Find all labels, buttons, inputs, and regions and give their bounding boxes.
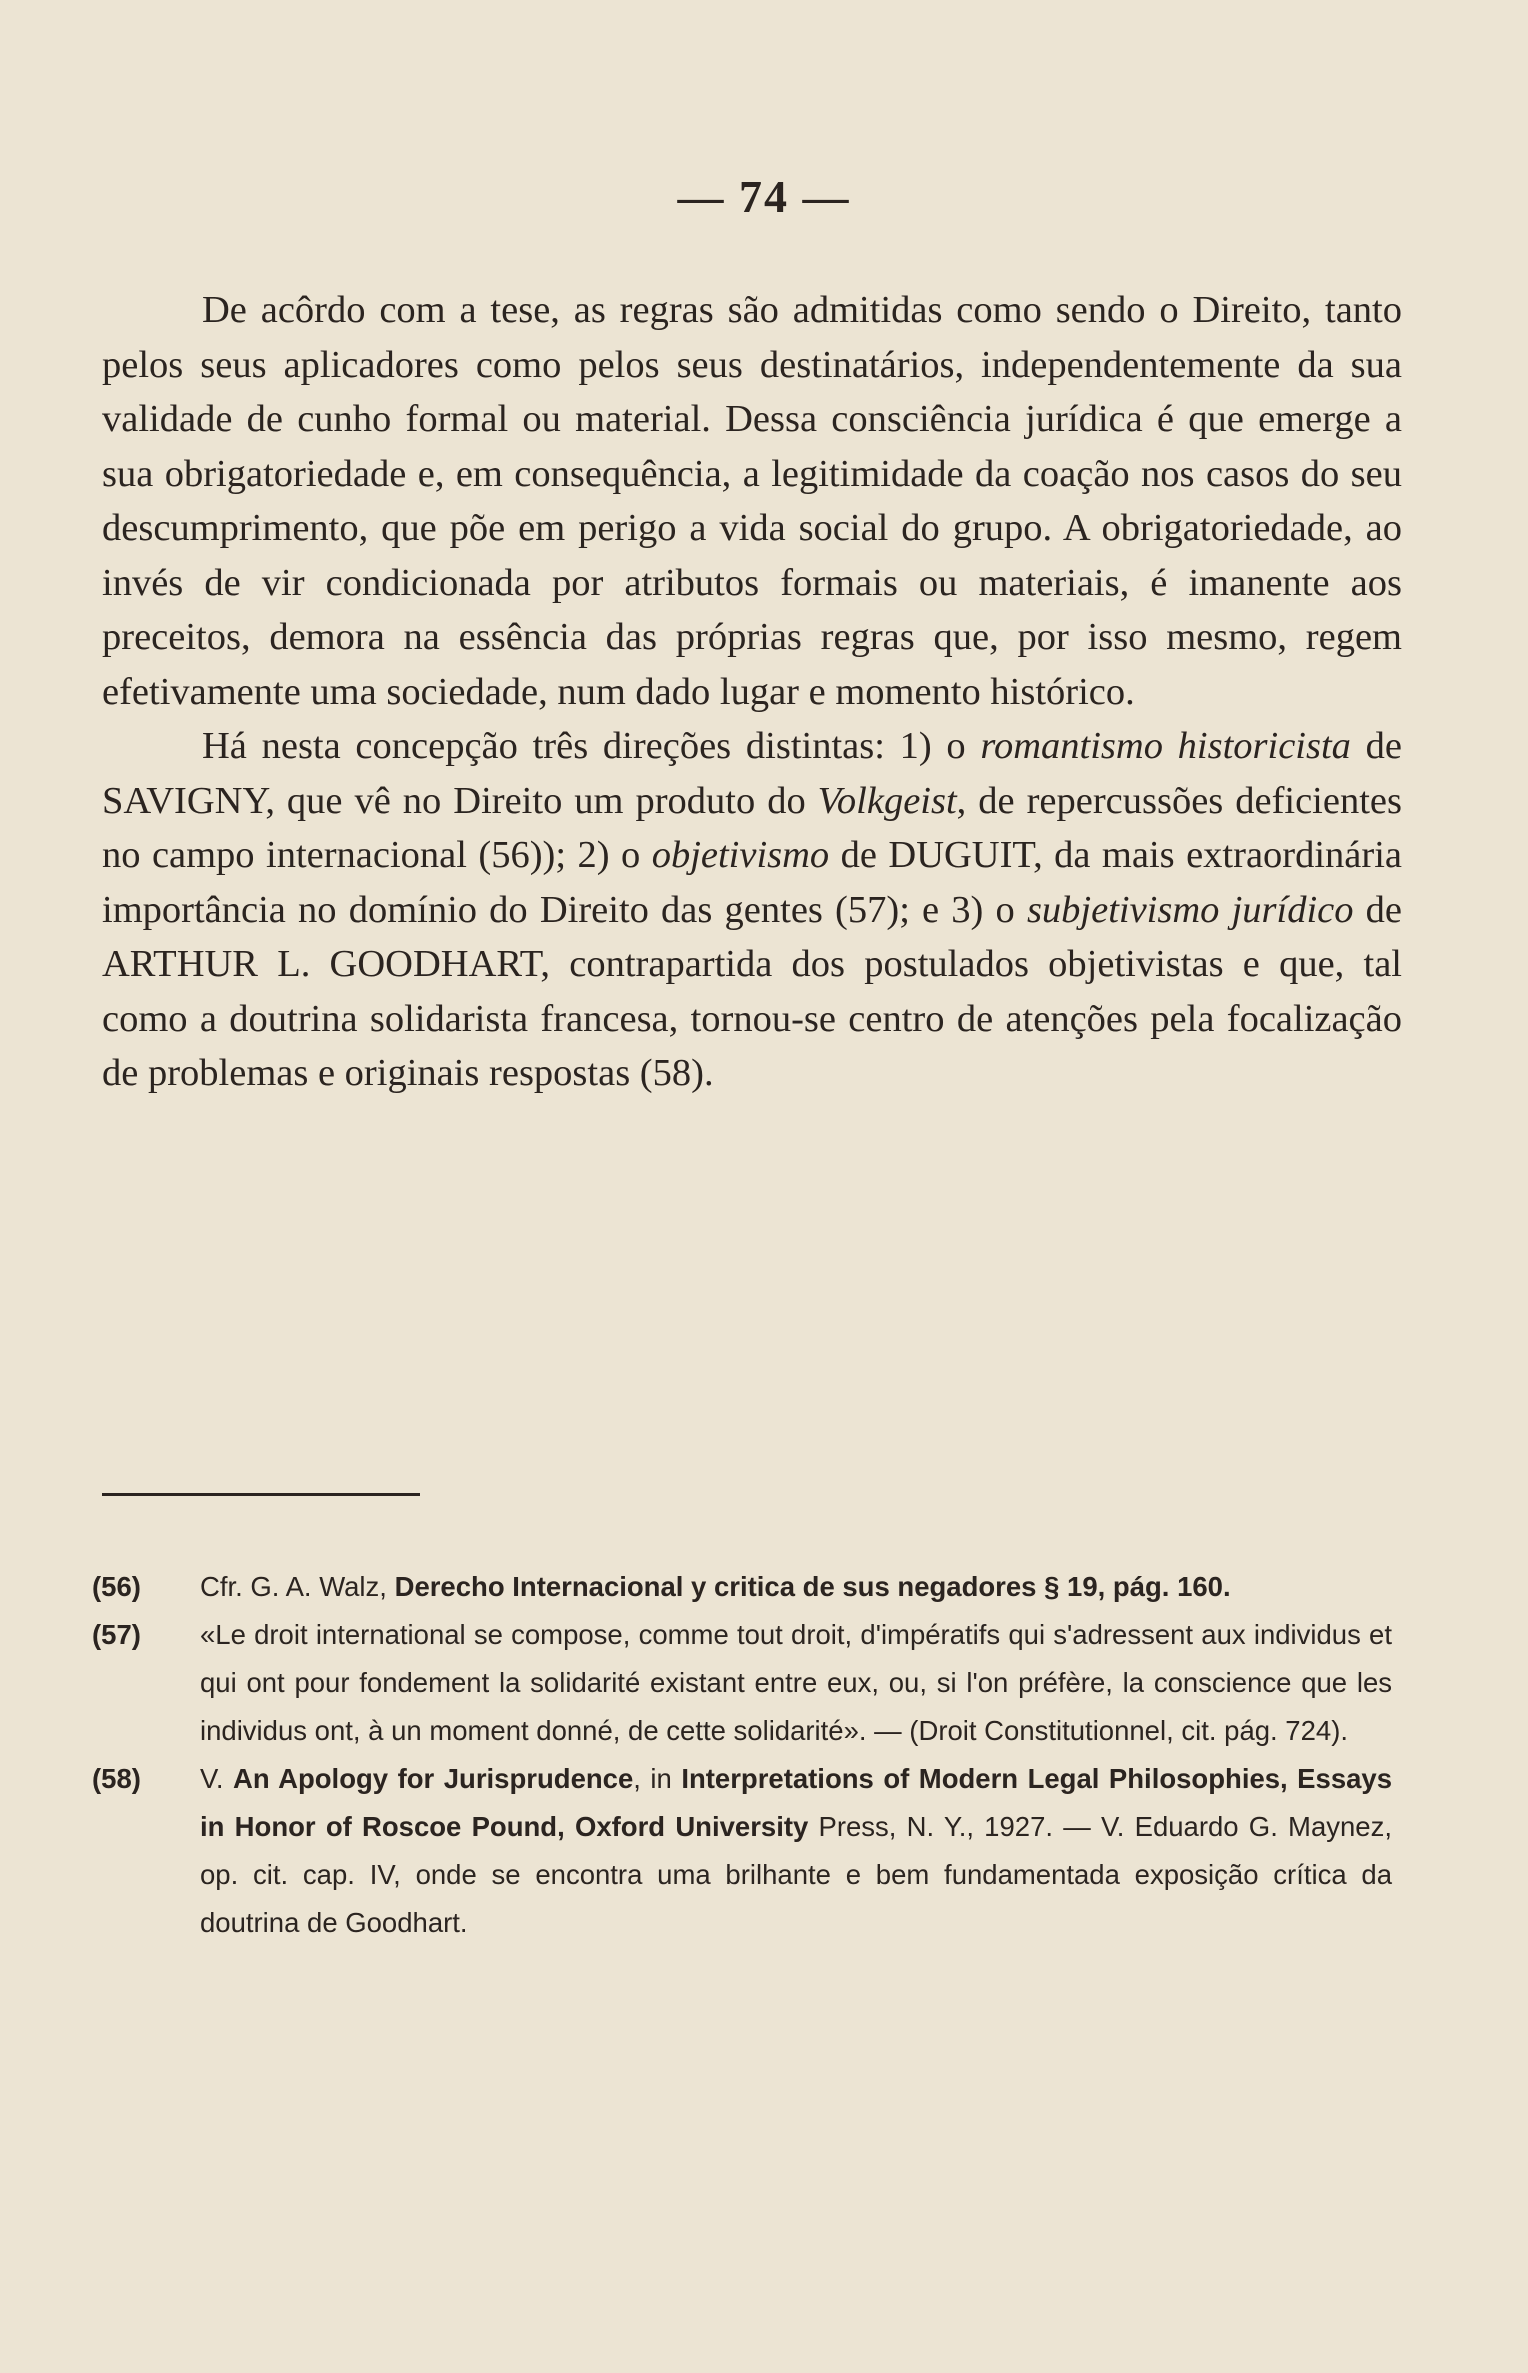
paragraph-2-text-4: de DUGUIT, da mais extraordinária importância no domínio do Direito das gentes (57); e 3) o xyxy=(102,834,1402,931)
footnote-56 xyxy=(92,1563,1392,1611)
italic-romantismo-historicista: romantismo historicista xyxy=(980,725,1351,767)
italic-subjetivismo-juridico: subjetivismo jurídico xyxy=(1026,888,1354,931)
footnotes xyxy=(92,1563,1392,1947)
footnote-58-bold-title-2: Interpretations of Modern Legal Philosophies, Essays in Honor of Roscoe Pound, Oxford University xyxy=(200,1763,1393,1842)
footnote-divider xyxy=(102,1493,420,1496)
paragraph-2 xyxy=(102,719,1402,1101)
italic-objetivismo: objetivismo xyxy=(651,834,830,876)
footnote-58-text-1: V. xyxy=(200,1763,233,1794)
paragraph-1: De acôrdo com a tese, as regras são admitidas como sendo o Direito, tanto pelos seus aplicadores como pelos seus destinatários, independentemente da sua validade de cunho formal ou material. Dessa consciência jurídica é que emerge a sua obrigatoriedade e, em consequência, a legitimidade da coação nos casos do seu descumprimento, que põe em perigo a vida social do grupo. A obrigatoriedade, ao invés de vir condicionada por atributos formais ou materiais, é imanente aos preceitos, demora na essência das próprias regras que, por isso mesmo, regem efetivamente uma sociedade, num dado lugar e momento histórico. xyxy=(102,289,1402,713)
body-text xyxy=(102,283,1402,1101)
footnote-58-text-3: Press, N. Y., 1927. — V. Eduardo G. Maynez, op. cit. cap. IV, onde se encontra uma brilhante e bem fundamentada exposição crítica da doutrina de Goodhart. xyxy=(200,1811,1392,1938)
footnote-text: «Le droit international se compose, comme tout droit, d'impératifs qui s'adressent aux individus et qui ont pour fondement la solidarité existant entre eux, ou, si l'on préfère, la conscience que les individus ont, à un moment donné, de cette solidarité». — (Droit Constitutionnel, cit. pág. 724). xyxy=(200,1619,1392,1746)
footnote-58 xyxy=(92,1755,1392,1947)
footnote-marker: (58) xyxy=(92,1763,141,1794)
paragraph-2-text-1: Há nesta concepção três direções distintas: 1) o xyxy=(202,725,981,767)
footnote-text xyxy=(200,1755,1392,1947)
footnote-marker: (57) xyxy=(92,1619,141,1650)
footnote-56-text-1: Cfr. G. A. Walz, xyxy=(200,1571,395,1602)
paragraph-2-text-5: de ARTHUR L. GOODHART, contrapartida dos postulados objetivistas e que, tal como a doutrina solidarista francesa, tornou-se centro de atenções pela focalização de problemas e originais respostas (58). xyxy=(102,888,1402,1094)
paragraph-2-text-3: , de repercussões deficientes no campo internacional (56)); 2) o xyxy=(102,779,1402,876)
footnote-57 xyxy=(92,1611,1392,1755)
italic-volkgeist: Volkgeist xyxy=(817,779,957,822)
footnote-58-bold-title-1: An Apology for Jurisprudence xyxy=(232,1763,634,1794)
paragraph-2-text-2: de SAVIGNY, que vê no Direito um produto do xyxy=(102,725,1402,822)
footnote-text xyxy=(200,1563,1392,1611)
footnote-marker: (56) xyxy=(92,1571,141,1602)
footnote-58-text-2: , in xyxy=(633,1763,682,1794)
page-number: — 74 — xyxy=(677,171,851,222)
footnote-56-bold-title: Derecho Internacional y critica de sus negadores § 19, pág. 160. xyxy=(394,1571,1231,1602)
